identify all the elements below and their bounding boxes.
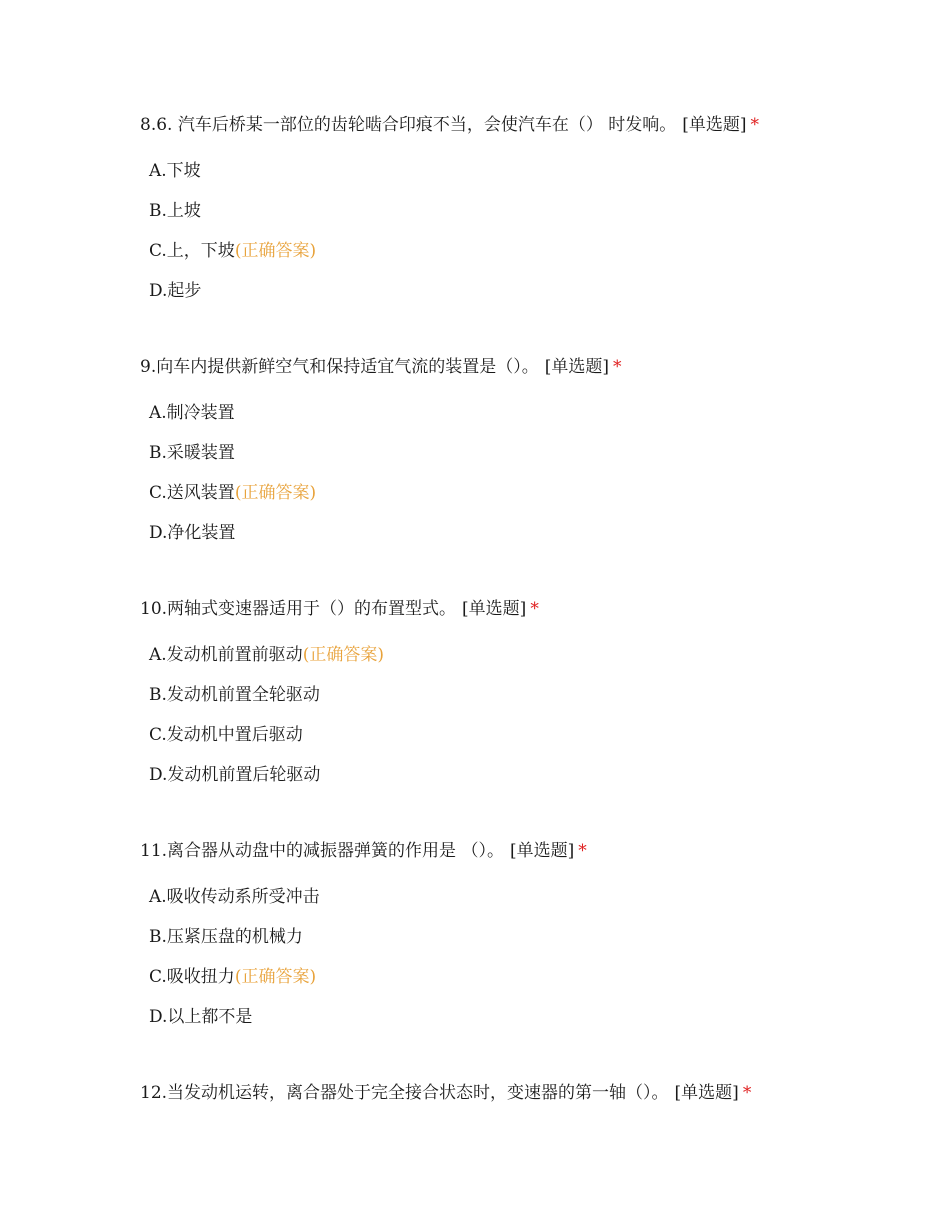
option-text: D.净化装置 — [149, 523, 236, 543]
question-9 — [140, 356, 840, 562]
option-b — [149, 442, 840, 464]
question-type: [单选题] — [674, 1083, 739, 1103]
correct-answer-tag: (正确答案) — [302, 645, 384, 665]
required-marker: * — [750, 115, 760, 135]
question-text: 12.当发动机运转，离合器处于完全接合状态时，变速器的第一轴（）。 — [140, 1083, 669, 1103]
option-b — [149, 926, 840, 948]
question-text: 11.离合器从动盘中的减振器弹簧的作用是 （）。 — [140, 841, 504, 861]
question-8-6 — [140, 114, 840, 320]
option-text: A.吸收传动系所受冲击 — [149, 887, 320, 907]
option-text: D.起步 — [149, 281, 202, 301]
option-text: D.发动机前置后轮驱动 — [149, 765, 321, 785]
option-c — [149, 724, 840, 746]
option-text: C.发动机中置后驱动 — [149, 725, 303, 745]
option-d — [149, 764, 840, 786]
question-text: 8.6. 汽车后桥某一部位的齿轮啮合印痕不当，会使汽车在（） 时发响。 — [140, 115, 677, 135]
option-b — [149, 684, 840, 706]
option-text: A.下坡 — [149, 161, 201, 181]
option-text: C.送风装置 — [149, 483, 235, 503]
option-a — [149, 886, 840, 908]
option-d — [149, 522, 840, 544]
question-title — [140, 356, 840, 378]
question-type: [单选题] — [682, 115, 747, 135]
question-text: 9.向车内提供新鲜空气和保持适宜气流的装置是（）。 — [140, 357, 539, 377]
question-title — [140, 598, 840, 620]
option-d — [149, 1006, 840, 1028]
option-b — [149, 200, 840, 222]
options-list — [140, 886, 840, 1028]
question-title — [140, 1082, 840, 1104]
question-type: [单选题] — [509, 841, 575, 861]
option-c — [149, 482, 840, 504]
option-text: D.以上都不是 — [149, 1007, 253, 1027]
question-title — [140, 840, 840, 862]
options-list — [140, 402, 840, 544]
question-title — [140, 114, 840, 136]
option-c — [149, 966, 840, 988]
option-text: B.发动机前置全轮驱动 — [149, 685, 320, 705]
question-11 — [140, 840, 840, 1046]
correct-answer-tag: (正确答案) — [234, 483, 317, 503]
required-marker: * — [742, 1083, 752, 1103]
question-type: [单选题] — [462, 599, 527, 619]
option-c — [149, 240, 840, 262]
option-a — [149, 644, 840, 666]
option-a — [149, 402, 840, 424]
option-text: C.上，下坡 — [149, 241, 235, 261]
correct-answer-tag: (正确答案) — [234, 241, 317, 261]
option-text: A.发动机前置前驱动 — [149, 645, 303, 665]
option-text: B.压紧压盘的机械力 — [149, 927, 303, 947]
option-text: A.制冷装置 — [149, 403, 235, 423]
required-marker: * — [530, 599, 539, 619]
question-10 — [140, 598, 840, 804]
options-list — [140, 644, 840, 786]
required-marker: * — [612, 357, 622, 377]
options-list — [140, 160, 840, 302]
question-text: 10.两轴式变速器适用于（）的布置型式。 — [140, 599, 457, 619]
option-a — [149, 160, 840, 182]
option-text: B.上坡 — [149, 201, 201, 221]
option-text: C.吸收扭力 — [149, 967, 235, 987]
question-12 — [140, 1082, 840, 1104]
correct-answer-tag: (正确答案) — [234, 967, 317, 987]
question-type: [单选题] — [544, 357, 609, 377]
required-marker: * — [578, 841, 587, 861]
option-d — [149, 280, 840, 302]
option-text: B.采暖装置 — [149, 443, 235, 463]
